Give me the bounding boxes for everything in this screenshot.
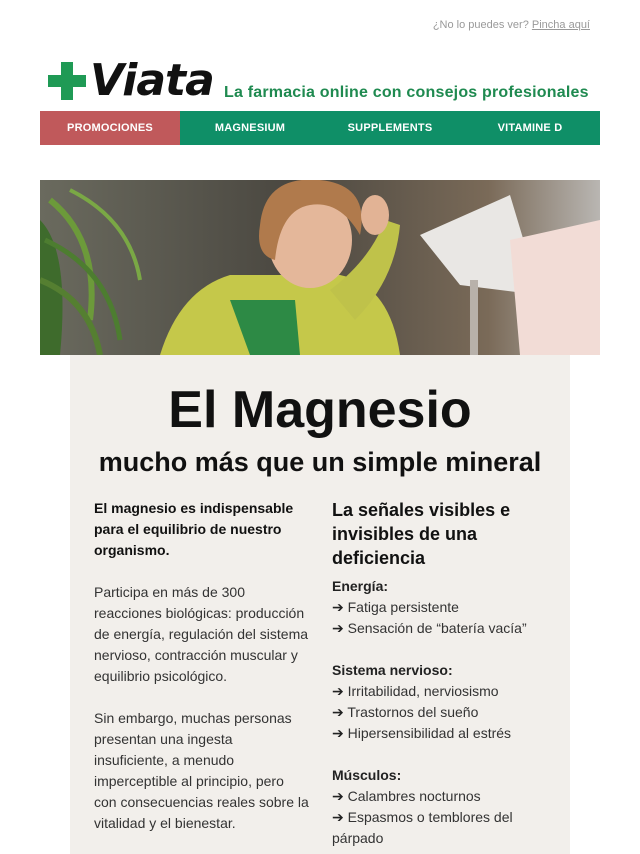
list-item: ➔ Sensación de “batería vacía” (332, 620, 527, 636)
pharmacy-cross-icon (48, 62, 86, 100)
nav-item-promociones[interactable]: PROMOCIONES (40, 111, 180, 145)
nav-item-vitamine-d[interactable]: VITAMINE D (497, 122, 563, 134)
signs-group-musculos (332, 765, 547, 849)
list-item: ➔ Fatiga persistente (332, 599, 459, 615)
arrow-right-icon: ➔ (332, 620, 344, 636)
hero-image (40, 180, 600, 355)
list-item: ➔ Irritabilidad, nerviosismo (332, 683, 499, 699)
arrow-right-icon: ➔ (332, 599, 344, 615)
intro-paragraph-1: Participa en más de 300 reacciones biológicas: producción de energía, regulación del sistema nervioso, contracción muscular y equilibrio psicológico. (94, 584, 309, 684)
list-item: ➔ Trastornos del sueño (332, 704, 479, 720)
group-title: Energía: (332, 578, 389, 594)
group-title: Músculos: (332, 767, 402, 783)
main-navigation (40, 111, 600, 145)
article-subtitle: mucho más que un simple mineral (98, 447, 542, 477)
intro-column (94, 498, 310, 854)
article-card (70, 355, 570, 854)
arrow-right-icon: ➔ (332, 683, 344, 699)
view-online-note (433, 19, 590, 31)
arrow-right-icon: ➔ (332, 788, 344, 804)
list-item: ➔ Espasmos o temblores del párpado (332, 809, 513, 846)
arrow-right-icon: ➔ (332, 809, 344, 825)
brand-tagline: La farmacia online con consejos profesionales (224, 84, 589, 101)
view-online-text: ¿No lo puedes ver? (432, 19, 529, 31)
signs-group-sistema-nervioso (332, 660, 547, 744)
hero-illustration (40, 180, 600, 355)
brand-name: Viata (90, 55, 214, 106)
group-title: Sistema nervioso: (332, 662, 453, 678)
article-title: El Magnesio (168, 381, 472, 439)
arrow-right-icon: ➔ (332, 704, 344, 720)
signs-heading: La señales visibles e invisibles de una deficiencia (332, 500, 511, 568)
viata-logo[interactable] (48, 55, 214, 106)
arrow-right-icon: ➔ (332, 725, 344, 741)
intro-paragraph-2: Sin embargo, muchas personas presentan una ingesta insuficiente, a menudo imperceptible al principio, pero con consecuencias reales sobre la vitalidad y el bienestar. (94, 710, 309, 831)
intro-lead: El magnesio es indispensable para el equilibrio de nuestro organismo. (94, 500, 294, 558)
nav-item-magnesium[interactable]: MAGNESIUM (214, 122, 286, 134)
signs-group-energia (332, 576, 547, 639)
view-online-link[interactable]: Pincha aquí (531, 19, 590, 31)
nav-item-supplements[interactable]: SUPPLEMENTS (347, 122, 433, 134)
list-item: ➔ Calambres nocturnos (332, 788, 481, 804)
list-item: ➔ Hipersensibilidad al estrés (332, 725, 512, 741)
signs-column (332, 498, 547, 854)
